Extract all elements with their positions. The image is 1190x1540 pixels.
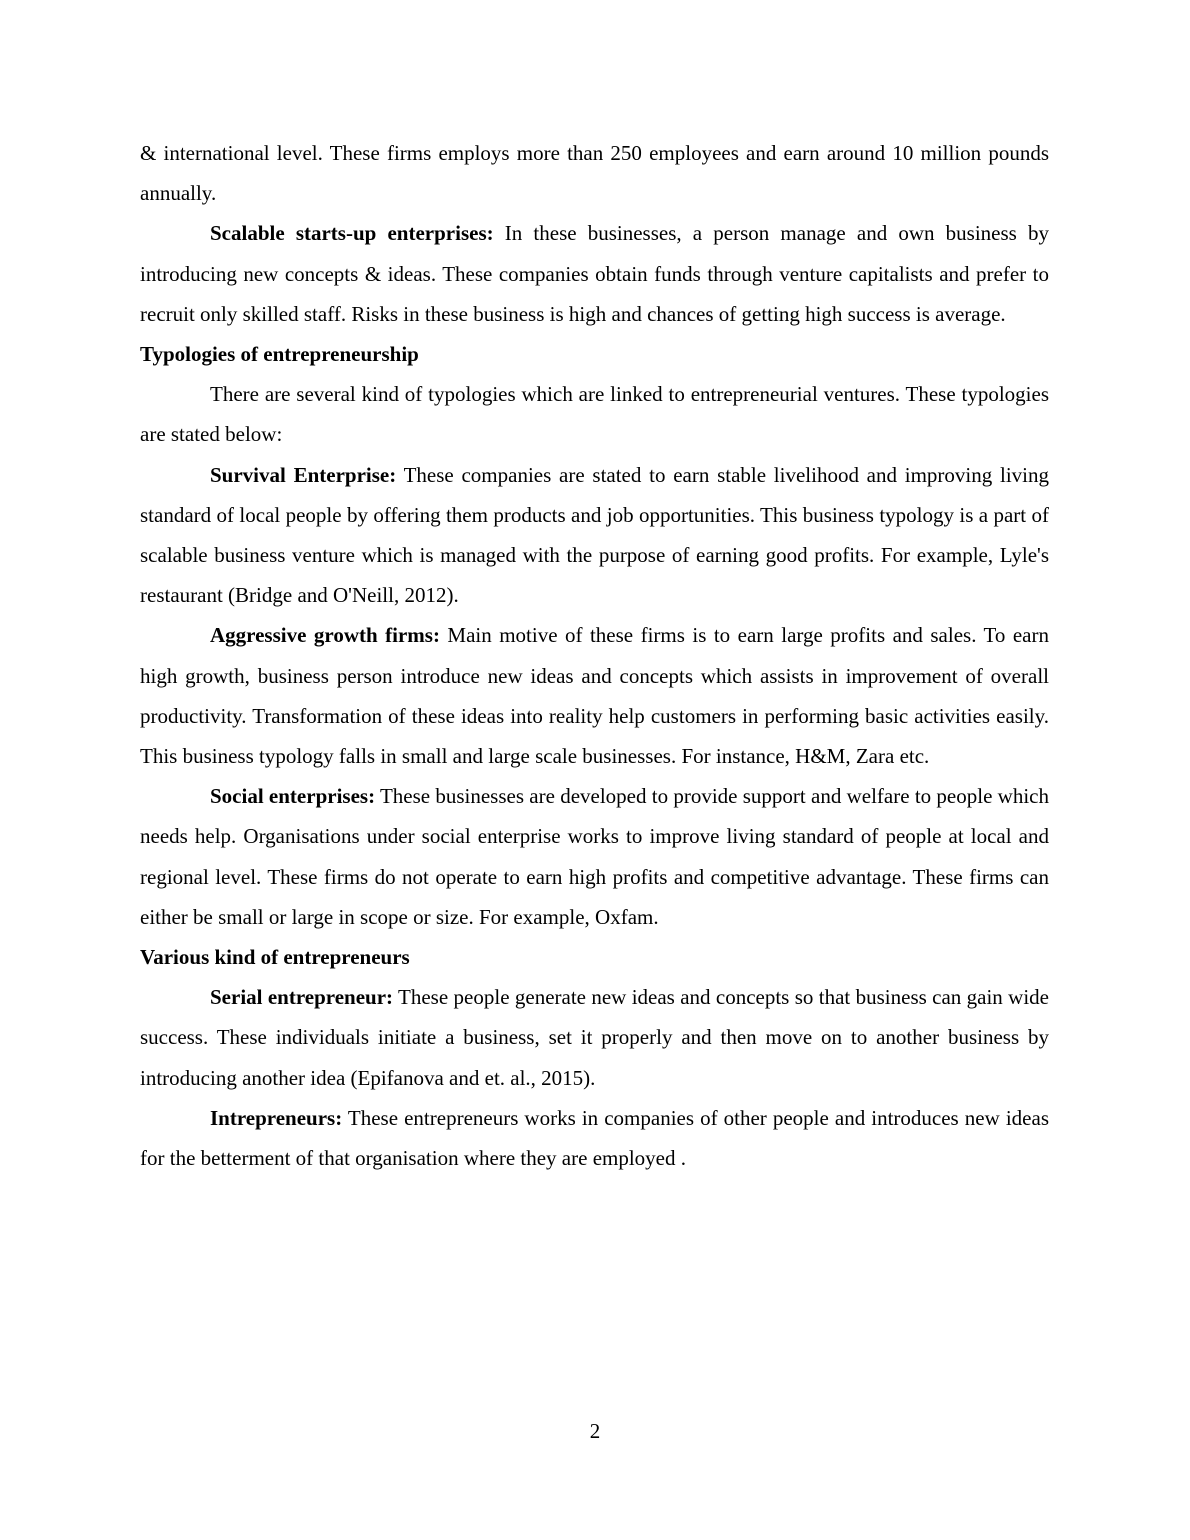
intrepreneurs-paragraph	[140, 1098, 1049, 1178]
entrepreneurs-heading: Various kind of entrepreneurs	[140, 945, 410, 970]
survival-enterprise-text: These companies are stated to earn stable livelihood and improving living standard of local people by offering them products and job opportunities. This business typology is a part of scalable business venture which is managed with the purpose of earning good profits. For example, Lyle's restaurant (Bridge and O'Neill, 2012).	[140, 462, 1049, 608]
scalable-startups-term: Scalable starts-up enterprises:	[210, 221, 494, 246]
social-enterprises-term: Social enterprises:	[210, 784, 376, 809]
survival-enterprise-term: Survival Enterprise:	[210, 462, 397, 487]
typologies-heading: Typologies of entrepreneurship	[140, 342, 419, 367]
intrepreneurs-text: These entrepreneurs works in companies of other people and introduces new ideas for the betterment of that organisation where they are employed .	[140, 1105, 1049, 1171]
serial-entrepreneur-term: Serial entrepreneur:	[210, 985, 394, 1010]
intro-continuation-paragraph: & international level. These firms employs more than 250 employees and earn around 10 million pounds annually.	[140, 141, 1049, 206]
scalable-startups-paragraph	[140, 213, 1049, 334]
aggressive-growth-term: Aggressive growth firms:	[210, 623, 440, 648]
social-enterprises-paragraph	[140, 776, 1049, 937]
aggressive-growth-paragraph	[140, 615, 1049, 776]
page-number: 2	[589, 1419, 601, 1443]
survival-enterprise-paragraph	[140, 455, 1049, 616]
social-enterprises-text: These businesses are developed to provide support and welfare to people which needs help. Organisations under social enterprise works to improve living standard of people at local and regional level. These firms do not operate to earn high profits and competitive advantage. These firms can either be small or large in scope or size. For example, Oxfam.	[140, 784, 1049, 929]
serial-entrepreneur-paragraph	[140, 977, 1049, 1098]
aggressive-growth-text: Main motive of these firms is to earn large profits and sales. To earn high growth, business person introduce new ideas and concepts which assists in improvement of overall productivity. Transformation of these ideas into reality help customers in performing basic activities easily. This business typology falls in small and large scale businesses. For instance, H&M, Zara etc.	[140, 623, 1049, 769]
scalable-startups-text: In these businesses, a person manage and own business by introducing new concepts & ideas. These companies obtain funds through venture capitalists and prefer to recruit only skilled staff. Risks in these business is high and chances of getting high success is average.	[140, 221, 1049, 326]
typologies-intro-paragraph: There are several kind of typologies which are linked to entrepreneurial ventures. These typologies are stated below:	[140, 382, 1049, 447]
intrepreneurs-term: Intrepreneurs:	[210, 1105, 343, 1130]
page-body	[140, 133, 1049, 1178]
serial-entrepreneur-text: These people generate new ideas and concepts so that business can gain wide success. These individuals initiate a business, set it properly and then move on to another business by introducing another idea (Epifanova and et. al., 2015).	[140, 985, 1049, 1090]
